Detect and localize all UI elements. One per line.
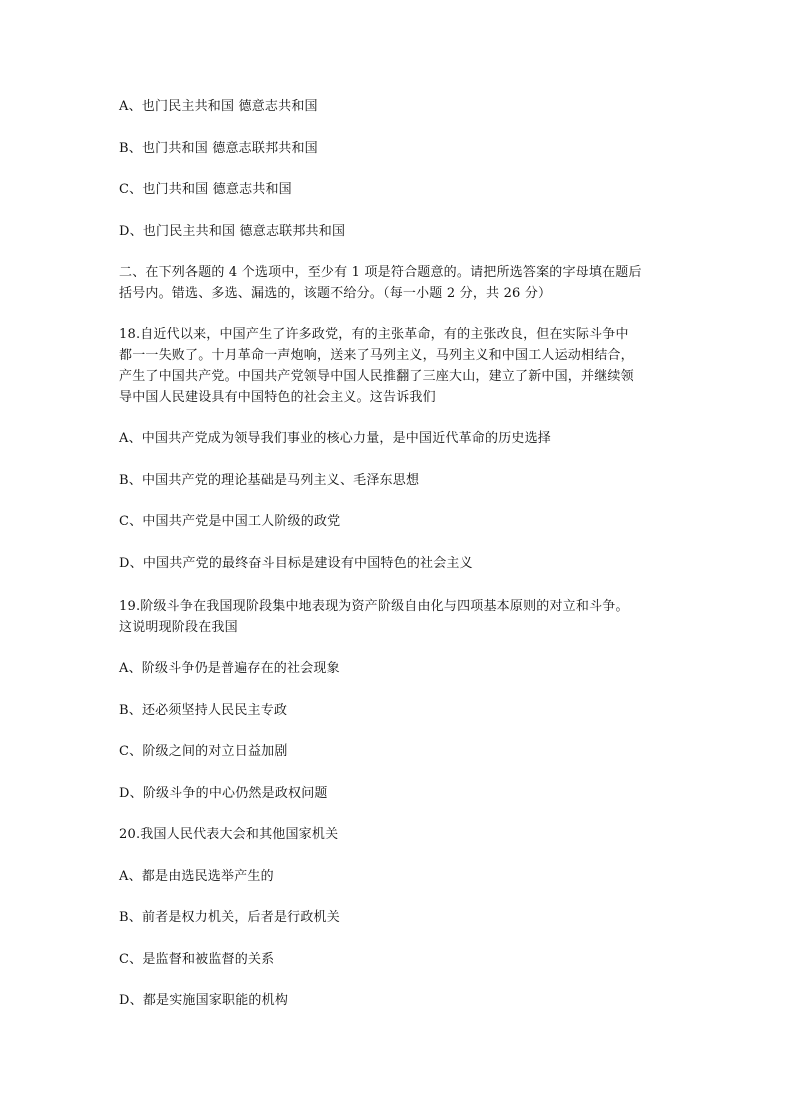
- section-2-instructions-line-1: 二、在下列各题的 4 个选项中，至少有 1 项是符合题意的。请把所选答案的字母填在题后: [119, 265, 642, 280]
- q20-option-a: A、都是由选民选举产生的: [119, 869, 274, 884]
- q19-option-c: C、阶级之间的对立日益加剧: [119, 744, 288, 759]
- q17-option-c: C、也门共和国 德意志共和国: [119, 182, 292, 197]
- q18-stem-line-4: 导中国人民建设具有中国特色的社会主义。这告诉我们: [119, 390, 436, 405]
- q20-option-c: C、是监督和被监督的关系: [119, 952, 275, 967]
- q18-option-a: A、中国共产党成为领导我们事业的核心力量，是中国近代革命的历史选择: [119, 431, 551, 446]
- q20-stem-line-1: 20.我国人民代表大会和其他国家机关: [119, 827, 339, 842]
- q17-option-a: A、也门民主共和国 德意志共和国: [119, 99, 318, 114]
- q18-stem-line-1: 18.自近代以来，中国产生了许多政党，有的主张革命，有的主张改良，但在实际斗争中: [119, 327, 629, 342]
- q18-option-b: B、中国共产党的理论基础是马列主义、毛泽东思想: [119, 473, 420, 488]
- q19-option-b: B、还必须坚持人民民主专政: [119, 703, 288, 718]
- q19-stem-line-1: 19.阶级斗争在我国现阶段集中地表现为资产阶级自由化与四项基本原则的对立和斗争。: [119, 599, 629, 614]
- q18-option-c: C、中国共产党是中国工人阶级的政党: [119, 514, 341, 529]
- section-2-instructions-line-2: 括号内。错选、多选、漏选的，该题不给分。（每一小题 2 分，共 26 分）: [119, 286, 552, 301]
- q20-option-d: D、都是实施国家职能的机构: [119, 993, 289, 1008]
- q18-stem-line-3: 产生了中国共产党。中国共产党领导中国人民推翻了三座大山，建立了新中国，并继续领: [119, 369, 634, 384]
- q17-option-d: D、也门民主共和国 德意志联邦共和国: [119, 224, 346, 239]
- q19-option-d: D、阶级斗争的中心仍然是政权问题: [119, 786, 328, 801]
- q19-stem-line-2: 这说明现阶段在我国: [119, 620, 238, 635]
- q19-option-a: A、阶级斗争仍是普遍存在的社会现象: [119, 661, 340, 676]
- q20-option-b: B、前者是权力机关，后者是行政机关: [119, 910, 340, 925]
- q18-option-d: D、中国共产党的最终奋斗目标是建设有中国特色的社会主义: [119, 556, 473, 571]
- q17-option-b: B、也门共和国 德意志联邦共和国: [119, 141, 318, 156]
- q18-stem-line-2: 都一一失败了。十月革命一声炮响，送来了马列主义，马列主义和中国工人运动相结合，: [119, 348, 634, 363]
